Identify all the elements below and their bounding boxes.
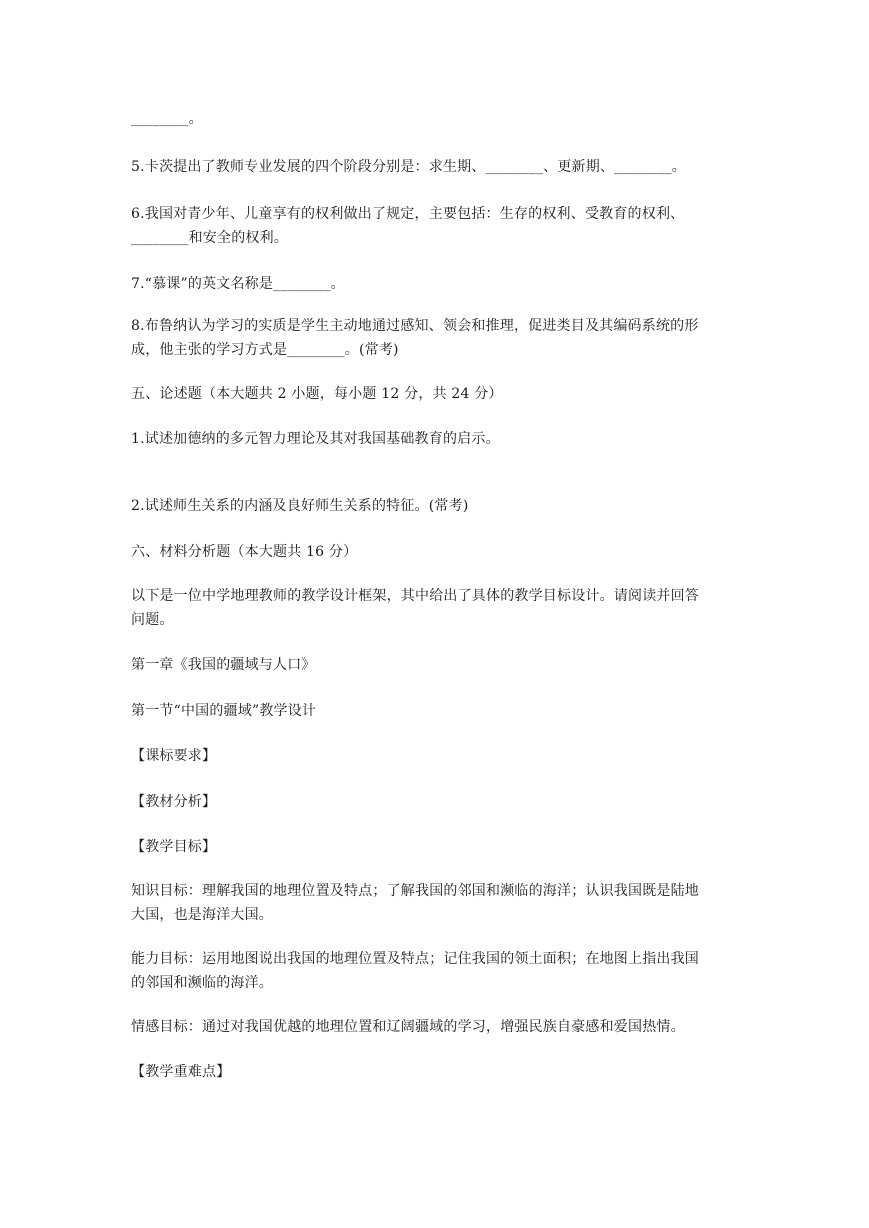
blank-continuation-line: ________。 (131, 111, 203, 127)
material-intro-line-1: 以下是一位中学地理教师的教学设计框架，其中给出了具体的教学目标设计。请阅读并回答 (131, 588, 699, 604)
question-7: 7.“慕课”的英文名称是________。 (131, 276, 345, 292)
ability-objective-line-1: 能力目标：运用地图说出我国的地理位置及特点；记住我国的领土面积；在地图上指出我国 (131, 951, 699, 967)
section-5-heading: 五、论述题（本大题共 2 小题，每小题 12 分，共 24 分） (131, 386, 503, 402)
key-difficult-points-heading: 【教学重难点】 (131, 1064, 231, 1080)
question-5: 5.卡茨提出了教师专业发展的四个阶段分别是：求生期、________、更新期、________。 (131, 159, 686, 175)
essay-question-2: 2.试述师生关系的内涵及良好师生关系的特征。(常考) (131, 498, 469, 514)
material-intro-line-2: 问题。 (131, 612, 174, 628)
knowledge-objective-line-2: 大国，也是海洋大国。 (131, 907, 273, 923)
chapter-title: 第一章《我国的疆域与人口》 (131, 657, 316, 673)
question-8-line-2: 成，他主张的学习方式是________。(常考) (131, 342, 399, 358)
question-6-line-1: 6.我国对青少年、儿童享有的权利做出了规定，主要包括：生存的权利、受教育的权利、 (131, 206, 685, 222)
question-6-line-2: ________和安全的权利。 (131, 230, 288, 246)
teaching-objectives-heading: 【教学目标】 (131, 839, 217, 855)
curriculum-requirements-heading: 【课标要求】 (131, 748, 217, 764)
essay-question-1: 1.试述加德纳的多元智力理论及其对我国基础教育的启示。 (131, 431, 500, 447)
question-8-line-1: 8.布鲁纳认为学习的实质是学生主动地通过感知、领会和推理，促进类目及其编码系统的形 (131, 318, 699, 334)
textbook-analysis-heading: 【教材分析】 (131, 794, 217, 810)
emotional-objective: 情感目标：通过对我国优越的地理位置和辽阔疆域的学习，增强民族自豪感和爱国热情。 (131, 1019, 685, 1035)
knowledge-objective-line-1: 知识目标：理解我国的地理位置及特点；了解我国的邻国和濒临的海洋；认识我国既是陆地 (131, 883, 699, 899)
section-6-heading: 六、材料分析题（本大题共 16 分） (131, 544, 358, 560)
section-title: 第一节“中国的疆域”教学设计 (131, 703, 317, 719)
ability-objective-line-2: 的邻国和濒临的海洋。 (131, 975, 273, 991)
